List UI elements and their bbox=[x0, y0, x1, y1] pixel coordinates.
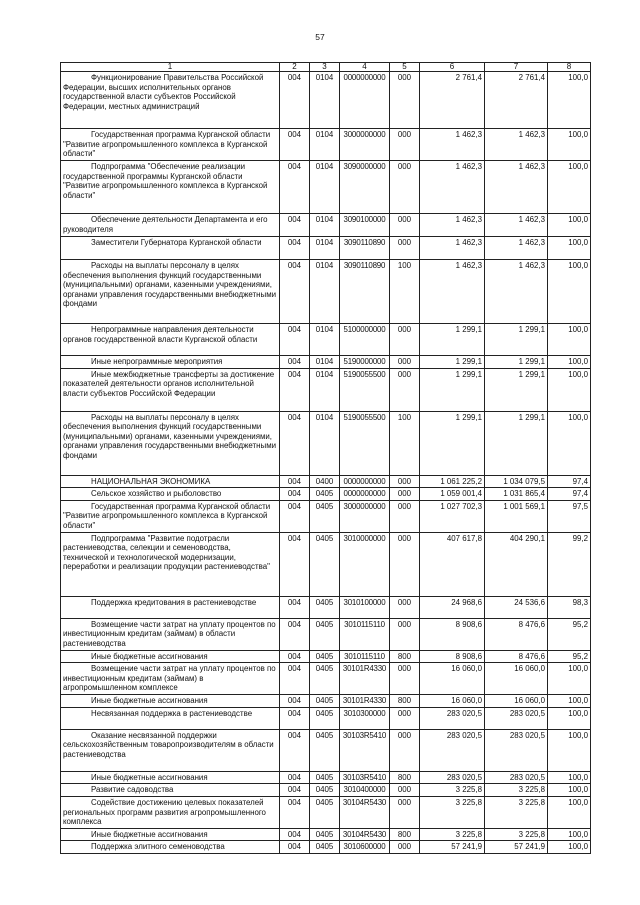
table-row bbox=[61, 324, 591, 356]
row-executed-amount: 1 462,3 bbox=[485, 260, 548, 324]
row-code-expense-type: 000 bbox=[390, 841, 420, 854]
row-executed-amount: 1 462,3 bbox=[485, 161, 548, 214]
row-code-section: 0104 bbox=[310, 260, 340, 324]
row-code-target: 5100000000 bbox=[340, 324, 390, 356]
row-executed-amount: 8 476,6 bbox=[485, 650, 548, 663]
row-planned-amount: 1 462,3 bbox=[420, 237, 485, 260]
row-executed-amount: 1 034 079,5 bbox=[485, 475, 548, 488]
row-code-expense-type: 000 bbox=[390, 324, 420, 356]
row-code-expense-type: 800 bbox=[390, 650, 420, 663]
row-code-section: 0405 bbox=[310, 500, 340, 532]
row-executed-amount: 8 476,6 bbox=[485, 618, 548, 650]
table-row bbox=[61, 796, 591, 828]
row-executed-amount: 1 299,1 bbox=[485, 368, 548, 411]
row-code-ministry: 004 bbox=[280, 532, 310, 596]
row-execution-percent: 100,0 bbox=[548, 72, 591, 129]
table-row bbox=[61, 650, 591, 663]
row-code-section: 0405 bbox=[310, 695, 340, 708]
row-code-ministry: 004 bbox=[280, 214, 310, 237]
row-name: Государственная программа Курганской области "Развитие агропромышленного комплекса в Курганской области" bbox=[61, 500, 280, 532]
row-execution-percent: 100,0 bbox=[548, 729, 591, 771]
row-code-ministry: 004 bbox=[280, 500, 310, 532]
row-execution-percent: 100,0 bbox=[548, 129, 591, 161]
row-code-target: 3010115110 bbox=[340, 650, 390, 663]
row-name: НАЦИОНАЛЬНАЯ ЭКОНОМИКА bbox=[61, 475, 280, 488]
row-code-expense-type: 000 bbox=[390, 129, 420, 161]
row-name: Иные межбюджетные трансферты за достижение показателей деятельности органов исполнительной власти субъектов Российской Федерации bbox=[61, 368, 280, 411]
row-name: Иные бюджетные ассигнования bbox=[61, 828, 280, 841]
row-code-target: 3010000000 bbox=[340, 532, 390, 596]
row-code-section: 0104 bbox=[310, 237, 340, 260]
row-code-section: 0405 bbox=[310, 532, 340, 596]
row-code-section: 0405 bbox=[310, 796, 340, 828]
row-name: Иные бюджетные ассигнования bbox=[61, 695, 280, 708]
row-name: Развитие садоводства bbox=[61, 784, 280, 797]
row-name: Обеспечение деятельности Департамента и его руководителя bbox=[61, 214, 280, 237]
row-code-expense-type: 100 bbox=[390, 260, 420, 324]
table-row bbox=[61, 771, 591, 784]
row-executed-amount: 1 001 569,1 bbox=[485, 500, 548, 532]
row-planned-amount: 16 060,0 bbox=[420, 695, 485, 708]
row-code-expense-type: 000 bbox=[390, 784, 420, 797]
table-row bbox=[61, 411, 591, 475]
row-code-ministry: 004 bbox=[280, 72, 310, 129]
row-code-section: 0104 bbox=[310, 368, 340, 411]
row-code-expense-type: 000 bbox=[390, 237, 420, 260]
row-name: Государственная программа Курганской области "Развитие агропромышленного комплекса в Курганской области" bbox=[61, 129, 280, 161]
table-row bbox=[61, 368, 591, 411]
row-planned-amount: 1 061 225,2 bbox=[420, 475, 485, 488]
column-header: 6 bbox=[420, 63, 485, 72]
row-name: Иные непрограммные мероприятия bbox=[61, 356, 280, 369]
row-name: Несвязанная поддержка в растениеводстве bbox=[61, 707, 280, 729]
row-execution-percent: 100,0 bbox=[548, 828, 591, 841]
row-name: Поддержка кредитования в растениеводстве bbox=[61, 596, 280, 618]
row-code-section: 0405 bbox=[310, 729, 340, 771]
row-executed-amount: 1 462,3 bbox=[485, 129, 548, 161]
row-code-expense-type: 000 bbox=[390, 488, 420, 501]
row-planned-amount: 407 617,8 bbox=[420, 532, 485, 596]
row-executed-amount: 24 536,6 bbox=[485, 596, 548, 618]
row-planned-amount: 3 225,8 bbox=[420, 784, 485, 797]
row-planned-amount: 1 299,1 bbox=[420, 368, 485, 411]
row-code-expense-type: 000 bbox=[390, 532, 420, 596]
row-name: Содействие достижению целевых показателей региональных программ развития агропромышленного комплекса bbox=[61, 796, 280, 828]
row-planned-amount: 16 060,0 bbox=[420, 663, 485, 695]
row-code-target: 30103R5410 bbox=[340, 729, 390, 771]
row-planned-amount: 3 225,8 bbox=[420, 828, 485, 841]
row-code-ministry: 004 bbox=[280, 368, 310, 411]
row-executed-amount: 1 299,1 bbox=[485, 411, 548, 475]
header-row bbox=[61, 63, 591, 72]
row-planned-amount: 1 462,3 bbox=[420, 214, 485, 237]
row-code-ministry: 004 bbox=[280, 129, 310, 161]
row-code-section: 0104 bbox=[310, 411, 340, 475]
row-code-target: 30101R4330 bbox=[340, 663, 390, 695]
row-code-expense-type: 000 bbox=[390, 729, 420, 771]
row-code-expense-type: 800 bbox=[390, 695, 420, 708]
row-code-target: 30104R5430 bbox=[340, 828, 390, 841]
table-row bbox=[61, 161, 591, 214]
row-code-ministry: 004 bbox=[280, 488, 310, 501]
row-execution-percent: 100,0 bbox=[548, 356, 591, 369]
row-name: Заместители Губернатора Курганской области bbox=[61, 237, 280, 260]
row-code-expense-type: 000 bbox=[390, 368, 420, 411]
row-code-ministry: 004 bbox=[280, 707, 310, 729]
row-code-ministry: 004 bbox=[280, 618, 310, 650]
budget-table bbox=[60, 62, 591, 854]
row-name: Сельское хозяйство и рыболовство bbox=[61, 488, 280, 501]
table-row bbox=[61, 356, 591, 369]
row-name: Поддержка элитного семеноводства bbox=[61, 841, 280, 854]
row-execution-percent: 100,0 bbox=[548, 841, 591, 854]
row-code-expense-type: 000 bbox=[390, 214, 420, 237]
row-code-ministry: 004 bbox=[280, 796, 310, 828]
row-code-ministry: 004 bbox=[280, 729, 310, 771]
row-executed-amount: 3 225,8 bbox=[485, 828, 548, 841]
row-executed-amount: 16 060,0 bbox=[485, 695, 548, 708]
row-execution-percent: 97,5 bbox=[548, 500, 591, 532]
row-execution-percent: 100,0 bbox=[548, 324, 591, 356]
column-header: 4 bbox=[340, 63, 390, 72]
row-code-target: 3090100000 bbox=[340, 214, 390, 237]
row-code-section: 0104 bbox=[310, 161, 340, 214]
row-code-section: 0405 bbox=[310, 488, 340, 501]
row-code-target: 3010600000 bbox=[340, 841, 390, 854]
row-code-expense-type: 000 bbox=[390, 596, 420, 618]
row-name: Оказание несвязанной поддержки сельскохозяйственным товаропроизводителям в области растениеводства bbox=[61, 729, 280, 771]
row-code-target: 5190055500 bbox=[340, 411, 390, 475]
row-executed-amount: 1 462,3 bbox=[485, 214, 548, 237]
row-planned-amount: 1 299,1 bbox=[420, 324, 485, 356]
row-planned-amount: 1 299,1 bbox=[420, 411, 485, 475]
table-row bbox=[61, 729, 591, 771]
row-execution-percent: 95,2 bbox=[548, 650, 591, 663]
row-code-section: 0104 bbox=[310, 324, 340, 356]
row-code-expense-type: 000 bbox=[390, 500, 420, 532]
table-row bbox=[61, 475, 591, 488]
row-execution-percent: 100,0 bbox=[548, 796, 591, 828]
row-code-target: 30104R5430 bbox=[340, 796, 390, 828]
row-code-expense-type: 000 bbox=[390, 663, 420, 695]
row-code-section: 0405 bbox=[310, 650, 340, 663]
table-row bbox=[61, 841, 591, 854]
table-row bbox=[61, 707, 591, 729]
row-code-ministry: 004 bbox=[280, 841, 310, 854]
row-executed-amount: 1 299,1 bbox=[485, 356, 548, 369]
row-code-section: 0405 bbox=[310, 828, 340, 841]
row-execution-percent: 100,0 bbox=[548, 784, 591, 797]
row-planned-amount: 2 761,4 bbox=[420, 72, 485, 129]
row-code-ministry: 004 bbox=[280, 324, 310, 356]
row-code-expense-type: 000 bbox=[390, 72, 420, 129]
table-row bbox=[61, 828, 591, 841]
row-execution-percent: 100,0 bbox=[548, 260, 591, 324]
row-code-target: 30101R4330 bbox=[340, 695, 390, 708]
row-name: Возмещение части затрат на уплату процентов по инвестиционным кредитам (займам) в агропромышленном комплексе bbox=[61, 663, 280, 695]
table-row bbox=[61, 214, 591, 237]
table-row bbox=[61, 260, 591, 324]
row-planned-amount: 3 225,8 bbox=[420, 796, 485, 828]
row-planned-amount: 283 020,5 bbox=[420, 729, 485, 771]
row-executed-amount: 283 020,5 bbox=[485, 707, 548, 729]
row-code-section: 0405 bbox=[310, 841, 340, 854]
column-header: 3 bbox=[310, 63, 340, 72]
row-executed-amount: 1 299,1 bbox=[485, 324, 548, 356]
row-planned-amount: 1 027 702,3 bbox=[420, 500, 485, 532]
row-planned-amount: 1 462,3 bbox=[420, 129, 485, 161]
row-planned-amount: 1 462,3 bbox=[420, 161, 485, 214]
row-code-ministry: 004 bbox=[280, 663, 310, 695]
row-code-target: 3010115110 bbox=[340, 618, 390, 650]
row-code-ministry: 004 bbox=[280, 596, 310, 618]
table-row bbox=[61, 618, 591, 650]
row-code-ministry: 004 bbox=[280, 828, 310, 841]
row-code-expense-type: 100 bbox=[390, 411, 420, 475]
row-code-expense-type: 000 bbox=[390, 796, 420, 828]
row-executed-amount: 1 031 865,4 bbox=[485, 488, 548, 501]
row-code-section: 0104 bbox=[310, 129, 340, 161]
row-executed-amount: 16 060,0 bbox=[485, 663, 548, 695]
table-row bbox=[61, 596, 591, 618]
row-code-target: 3010400000 bbox=[340, 784, 390, 797]
row-execution-percent: 100,0 bbox=[548, 237, 591, 260]
row-code-target: 30103R5410 bbox=[340, 771, 390, 784]
row-code-section: 0104 bbox=[310, 214, 340, 237]
row-planned-amount: 283 020,5 bbox=[420, 771, 485, 784]
row-code-ministry: 004 bbox=[280, 356, 310, 369]
column-header: 7 bbox=[485, 63, 548, 72]
row-planned-amount: 57 241,9 bbox=[420, 841, 485, 854]
row-code-expense-type: 800 bbox=[390, 771, 420, 784]
row-executed-amount: 283 020,5 bbox=[485, 771, 548, 784]
row-code-target: 3000000000 bbox=[340, 500, 390, 532]
row-code-section: 0405 bbox=[310, 784, 340, 797]
row-name: Подпрограмма "Обеспечение реализации государственной программы Курганской области "Развитие агропромышленного комплекса в Курганской области" bbox=[61, 161, 280, 214]
row-code-section: 0405 bbox=[310, 663, 340, 695]
page-number: 57 bbox=[315, 32, 325, 42]
row-code-target: 3090110890 bbox=[340, 260, 390, 324]
row-code-target: 3010100000 bbox=[340, 596, 390, 618]
row-planned-amount: 1 059 001,4 bbox=[420, 488, 485, 501]
table-row bbox=[61, 72, 591, 129]
row-execution-percent: 99,2 bbox=[548, 532, 591, 596]
row-code-section: 0104 bbox=[310, 356, 340, 369]
row-code-target: 3090110890 bbox=[340, 237, 390, 260]
row-planned-amount: 24 968,6 bbox=[420, 596, 485, 618]
table-row bbox=[61, 663, 591, 695]
row-name: Расходы на выплаты персоналу в целях обеспечения выполнения функций государственными (муниципальными) органами, казенными учреждениями, органами управления государственными внебюджетными фондами bbox=[61, 260, 280, 324]
table-row bbox=[61, 237, 591, 260]
row-code-ministry: 004 bbox=[280, 650, 310, 663]
row-execution-percent: 97,4 bbox=[548, 488, 591, 501]
row-code-section: 0405 bbox=[310, 707, 340, 729]
row-executed-amount: 3 225,8 bbox=[485, 796, 548, 828]
row-name: Иные бюджетные ассигнования bbox=[61, 650, 280, 663]
row-code-expense-type: 000 bbox=[390, 707, 420, 729]
row-execution-percent: 95,2 bbox=[548, 618, 591, 650]
row-execution-percent: 97,4 bbox=[548, 475, 591, 488]
row-planned-amount: 1 299,1 bbox=[420, 356, 485, 369]
row-code-target: 0000000000 bbox=[340, 488, 390, 501]
row-code-section: 0400 bbox=[310, 475, 340, 488]
row-code-section: 0405 bbox=[310, 771, 340, 784]
row-code-ministry: 004 bbox=[280, 411, 310, 475]
row-executed-amount: 57 241,9 bbox=[485, 841, 548, 854]
row-executed-amount: 1 462,3 bbox=[485, 237, 548, 260]
row-execution-percent: 100,0 bbox=[548, 771, 591, 784]
row-name: Непрограммные направления деятельности органов государственной власти Курганской области bbox=[61, 324, 280, 356]
column-header: 5 bbox=[390, 63, 420, 72]
row-execution-percent: 100,0 bbox=[548, 161, 591, 214]
row-code-section: 0104 bbox=[310, 72, 340, 129]
row-executed-amount: 283 020,5 bbox=[485, 729, 548, 771]
row-code-ministry: 004 bbox=[280, 260, 310, 324]
row-code-expense-type: 000 bbox=[390, 475, 420, 488]
column-header: 2 bbox=[280, 63, 310, 72]
row-execution-percent: 100,0 bbox=[548, 368, 591, 411]
row-planned-amount: 283 020,5 bbox=[420, 707, 485, 729]
row-name: Подпрограмма "Развитие подотрасли растениеводства, селекции и семеноводства, технической и технологической модернизации, переработки и реализации продукции растениеводства" bbox=[61, 532, 280, 596]
row-planned-amount: 1 462,3 bbox=[420, 260, 485, 324]
row-executed-amount: 2 761,4 bbox=[485, 72, 548, 129]
row-code-target: 3010300000 bbox=[340, 707, 390, 729]
row-executed-amount: 3 225,8 bbox=[485, 784, 548, 797]
row-code-target: 3000000000 bbox=[340, 129, 390, 161]
row-code-target: 0000000000 bbox=[340, 475, 390, 488]
row-code-section: 0405 bbox=[310, 596, 340, 618]
row-name: Возмещение части затрат на уплату процентов по инвестиционным кредитам (займам) в области растениеводства bbox=[61, 618, 280, 650]
row-planned-amount: 8 908,6 bbox=[420, 650, 485, 663]
table-row bbox=[61, 532, 591, 596]
table-row bbox=[61, 784, 591, 797]
row-execution-percent: 98,3 bbox=[548, 596, 591, 618]
row-execution-percent: 100,0 bbox=[548, 411, 591, 475]
row-name: Расходы на выплаты персоналу в целях обеспечения выполнения функций государственными (муниципальными) органами, казенными учреждениями, органами управления государственными внебюджетными фондами bbox=[61, 411, 280, 475]
row-code-expense-type: 000 bbox=[390, 356, 420, 369]
row-code-ministry: 004 bbox=[280, 784, 310, 797]
row-code-target: 0000000000 bbox=[340, 72, 390, 129]
row-name: Функционирование Правительства Российской Федерации, высших исполнительных органов государственной власти субъектов Российской Федерации, местных администраций bbox=[61, 72, 280, 129]
row-code-section: 0405 bbox=[310, 618, 340, 650]
row-code-ministry: 004 bbox=[280, 237, 310, 260]
row-code-ministry: 004 bbox=[280, 475, 310, 488]
row-name: Иные бюджетные ассигнования bbox=[61, 771, 280, 784]
row-code-expense-type: 000 bbox=[390, 161, 420, 214]
table-row bbox=[61, 695, 591, 708]
row-code-ministry: 004 bbox=[280, 161, 310, 214]
row-planned-amount: 8 908,6 bbox=[420, 618, 485, 650]
column-header: 8 bbox=[548, 63, 591, 72]
row-code-ministry: 004 bbox=[280, 771, 310, 784]
row-code-ministry: 004 bbox=[280, 695, 310, 708]
table-row bbox=[61, 488, 591, 501]
row-execution-percent: 100,0 bbox=[548, 695, 591, 708]
row-execution-percent: 100,0 bbox=[548, 663, 591, 695]
column-header: 1 bbox=[61, 63, 280, 72]
row-code-target: 5190000000 bbox=[340, 356, 390, 369]
table-row bbox=[61, 129, 591, 161]
row-code-expense-type: 800 bbox=[390, 828, 420, 841]
row-code-target: 3090000000 bbox=[340, 161, 390, 214]
row-execution-percent: 100,0 bbox=[548, 214, 591, 237]
row-code-target: 5190055500 bbox=[340, 368, 390, 411]
row-execution-percent: 100,0 bbox=[548, 707, 591, 729]
table-row bbox=[61, 500, 591, 532]
row-executed-amount: 404 290,1 bbox=[485, 532, 548, 596]
row-code-expense-type: 000 bbox=[390, 618, 420, 650]
